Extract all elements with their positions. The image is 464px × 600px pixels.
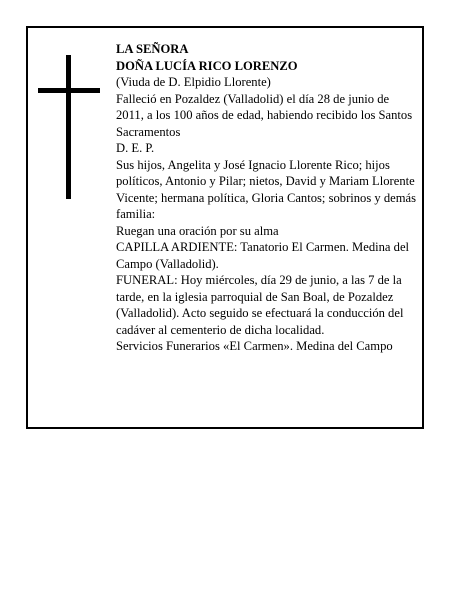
cross-horizontal-bar bbox=[38, 88, 100, 93]
notice-title: LA SEÑORA bbox=[116, 42, 189, 56]
deceased-name: DOÑA LUCÍA RICO LORENZO bbox=[116, 58, 298, 73]
funeral-info: FUNERAL: Hoy miércoles, día 29 de junio, a las 7 de la tarde, en la iglesia parroquial de San Boal, de Pozaldez (Valladolid). Acto seguido se efectuará la conducción del cadáver al cementerio de dicha localidad. bbox=[116, 273, 404, 337]
death-statement: Falleció en Pozaldez (Valladolid) el día 28 de junio de 2011, a los 100 años de edad, habiendo recibido los Santos Sacramentos bbox=[116, 91, 413, 139]
family-list: Sus hijos, Angelita y José Ignacio Llorente Rico; hijos políticos, Antonio y Pilar; nietos, David y Mariam Llorente Vicente; hermana política, Gloria Cantos; sobrinos y demás familia: bbox=[116, 157, 417, 221]
cross-vertical-bar bbox=[66, 55, 71, 199]
prayer-request: Ruegan una oración por su alma bbox=[116, 223, 279, 238]
obituary-notice bbox=[26, 26, 424, 429]
chapel-info: CAPILLA ARDIENTE: Tanatorio El Carmen. Medina del Campo (Valladolid). bbox=[116, 240, 410, 271]
widow-line: (Viuda de D. Elpidio Llorente) bbox=[116, 75, 271, 89]
cross-icon bbox=[38, 55, 100, 199]
notice-text bbox=[116, 41, 420, 355]
funeral-services: Servicios Funerarios «El Carmen». Medina del Campo bbox=[116, 339, 393, 353]
rip-line: D. E. P. bbox=[116, 141, 155, 155]
